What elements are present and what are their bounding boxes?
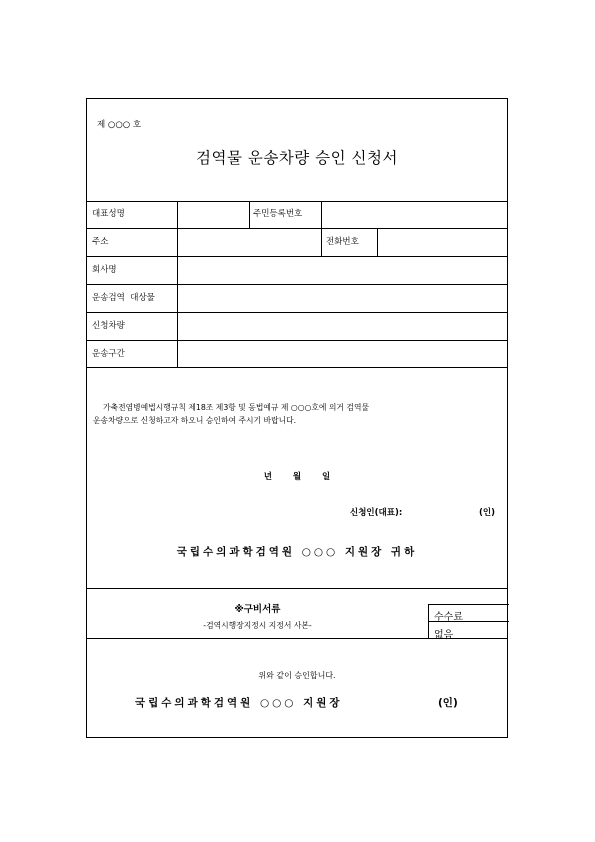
divider [321, 201, 322, 228]
approval-text: 위와 같이 승인합니다. [258, 671, 336, 680]
body-line-2: 운송차량으로 신청하고자 하오니 승인하여 주시기 바랍니다. [93, 416, 297, 425]
divider [87, 367, 507, 368]
section-label: 운송구간 [92, 349, 125, 359]
applicant-seal: (인) [479, 508, 495, 518]
resident-no-label: 주민등록번호 [253, 209, 303, 219]
approver-seal: (인) [438, 697, 458, 709]
divider [428, 604, 509, 605]
divider [87, 340, 507, 341]
divider [321, 228, 322, 256]
divider [87, 284, 507, 285]
vehicle-label: 신청차량 [92, 321, 125, 331]
form-title: 검역물 운송차량 승인 신청서 [196, 149, 398, 167]
application-body [93, 401, 498, 427]
divider [87, 312, 507, 313]
divider [87, 228, 507, 229]
fee-label: 수수료 [434, 612, 463, 623]
applicant-label: 신청인(대표): [350, 508, 403, 518]
company-label: 회사명 [92, 265, 117, 275]
divider [377, 228, 378, 256]
date-line: 년 월 일 [263, 472, 331, 482]
fee-value: 없음 [434, 630, 454, 641]
required-docs-item: -검역시행장지정시 지정서 사본- [203, 621, 312, 630]
body-line-1: 가축전염병예법시행규칙 제18조 제3항 및 동법예규 제 ○○○호에 의거 검역물 [103, 403, 370, 412]
quarantine-target-label: 운송검역 대상물 [92, 293, 155, 303]
document-number: 제 ○○○ 호 [97, 120, 142, 130]
divider [87, 256, 507, 257]
divider [177, 201, 178, 367]
required-docs-title: ※구비서류 [234, 604, 281, 615]
addressee: 국립수의과학검역원 ○○○ 지원장 귀하 [176, 546, 418, 558]
divider [87, 201, 507, 202]
approver-name: 국립수의과학검역원 ○○○ 지원장 [135, 697, 343, 709]
divider [249, 201, 250, 228]
phone-label: 전화번호 [326, 237, 359, 247]
rep-name-label: 대표성명 [92, 209, 125, 219]
address-label: 주소 [92, 237, 109, 247]
application-form [86, 98, 508, 738]
divider [87, 588, 507, 589]
